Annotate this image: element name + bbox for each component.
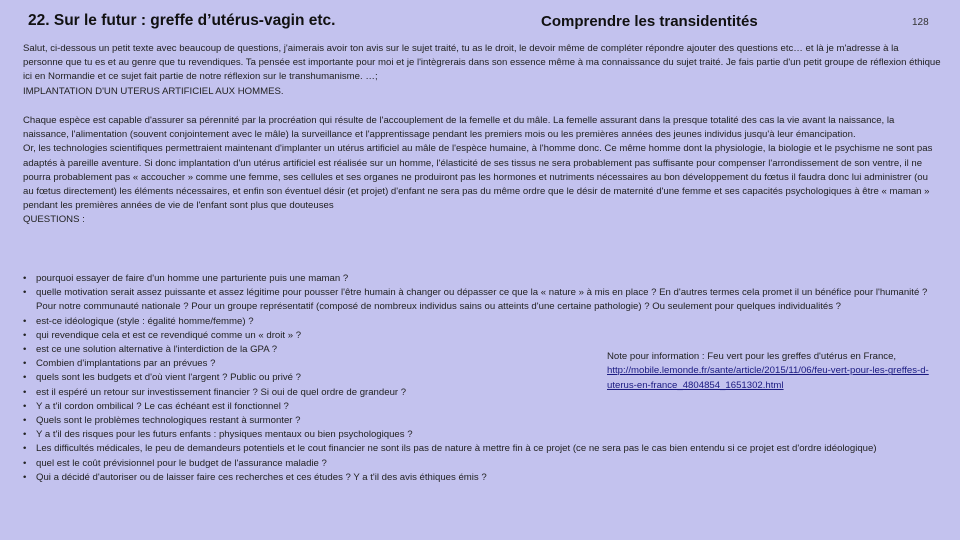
intro-block (23, 42, 941, 99)
question-item: • Y a t'il des risques pour les futurs enfants : physiques mentaux ou bien psychologiques ? (23, 428, 941, 442)
body-paragraph-2: Or, les technologies scientifiques permettraient maintenant d'implanter un utérus artificiel au mâle de l'espèce humaine, à l'homme donc. Ce même homme dont la physiologie, la biologie et le psychisme ne sont pas adaptés à pareille aventure. Si donc implantation d'un utérus artificiel est réalisée sur un homme, l'élasticité de ses tissus ne sera probablement pas suffisante pour compenser l'arrondissement de son ventre, il ne pourra probablement pas « accoucher » comme une femme, ses cellules et ses organes ne produiront pas les hormones et nutriments nécessaires au bon développement du fœtus il faudra donc lui administrer (ou au fœtus directement) les éléments nécessaires, et enfin son éventuel désir (et projet) d'enfant ne sera pas du même ordre que le désir de maternité d'une femme et ses capacités psychologiques à être « maman » pendant les premières années de vie de l'enfant sont plus que douteuses (23, 143, 933, 212)
question-item: • Y a t'il cordon ombilical ? Le cas échéant est il fonctionnel ? (23, 400, 941, 414)
note-link[interactable]: http://mobile.lemonde.fr/sante/article/2015/11/06/feu-vert-pour-les-greffes-d-uterus-en-france_4804854_1651302.html (607, 365, 929, 391)
question-item: • quels sont les budgets et d'où vient l'argent ? Public ou privé ? (23, 371, 941, 385)
presentation-title: Comprendre les transidentités (541, 13, 758, 30)
question-item: • qui revendique cela et est ce revendiqué comme un « droit » ? (23, 329, 596, 343)
question-item: • Combien d'implantations par an prévues ? (23, 357, 596, 371)
question-item: • pourquoi essayer de faire d'un homme une parturiente puis une maman ? (23, 272, 941, 286)
question-item: • quel est le coût prévisionnel pour le budget de l'assurance maladie ? (23, 457, 941, 471)
questions-label: QUESTIONS : (23, 214, 85, 226)
question-item: • est ce une solution alternative à l'interdiction de la GPA ? (23, 343, 596, 357)
question-item: • Qui a décidé d'autoriser ou de laisser faire ces recherches et ces études ? Y a t'il des avis éthiques émis ? (23, 471, 941, 485)
question-item: • est-ce idéologique (style : égalité homme/femme) ? (23, 315, 941, 329)
question-item: • Quels sont le problèmes technologiques restant à surmonter ? (23, 414, 941, 428)
slide-title: 22. Sur le futur : greffe d’utérus-vagin etc. (28, 12, 336, 29)
info-note (607, 350, 933, 393)
page-number: 128 (912, 17, 929, 28)
note-text: Note pour information : Feu vert pour les greffes d'utérus en France, (607, 351, 897, 362)
intro-heading: IMPLANTATION D'UN UTERUS ARTIFICIEL AUX HOMMES. (23, 85, 284, 97)
question-item: • quelle motivation serait assez puissante et assez légitime pour pousser l'être humain à changer ou dépasser ce que la « nature » à mis en place ? En d'autres termes cela promet il un bénéfice pour l'humanité ? Pour notre communauté nationale ? Pour un groupe représentatif (composé de nombreux individus sains ou atteints d'une certaine pathologie) ? Ou seulement pour quelques individualités ? (23, 286, 941, 314)
intro-text: Salut, ci-dessous un petit texte avec beaucoup de questions, j'aimerais avoir ton avis sur le sujet traité, tu as le droit, le devoir même de compléter répondre ajouter des questions etc… et là je m'adresse à la personne que tu es et au genre que tu revendiques. Ta pensée est importante pour moi et je l'intègrerais dans son essence même à ma connaissance du sujet traité. Je fais partie d'un petit groupe de réflexion éthique ici en Normandie et ce sujet fait partie de notre réflexion sur le transhumanisme. …; (23, 43, 941, 83)
body-block (23, 114, 941, 228)
body-paragraph-1: Chaque espèce est capable d'assurer sa pérennité par la procréation qui résulte de l'accouplement de la femelle et du mâle. La femelle assurant dans la presque totalité des cas la vie avant la naissance, la naissance, l'alimentation (souvent conjointement avec le mâle) la surveillance et l'apprentissage pendant les premiers mois ou les premières années des jeunes individus jusqu'à leur émancipation. (23, 115, 895, 141)
question-item: • Les difficultés médicales, le peu de demandeurs potentiels et le cout financier ne sont ils pas de nature à mettre fin à ce projet (ce ne sera pas le cas bien entendu si ce projet est d'ordre idéologique) (23, 442, 941, 456)
question-item: • est il espéré un retour sur investissement financier ? Si oui de quel ordre de grandeur ? (23, 386, 941, 400)
